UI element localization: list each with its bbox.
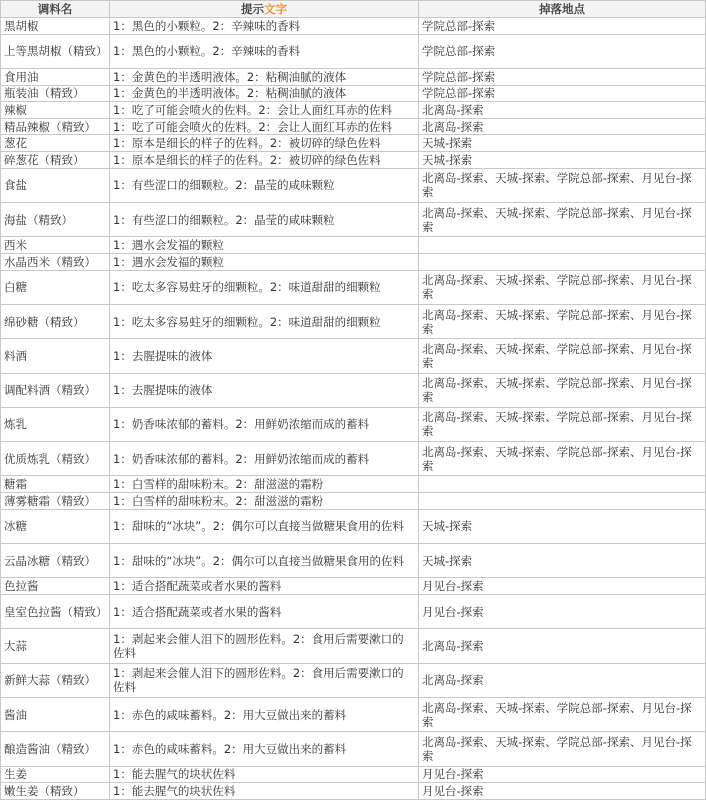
table-row [1,442,706,476]
seasoning-name-cell: 辣椒 [1,102,110,119]
seasoning-name-cell: 海盐（精致） [1,203,110,237]
table-row [1,118,706,135]
drop-location-cell: 学院总部-探索 [419,85,706,102]
seasoning-name-cell: 碎葱花（精致） [1,152,110,169]
drop-location-cell: 学院总部-探索 [419,68,706,85]
hint-cell: 1：有些涩口的细颗粒。2：晶莹的咸味颗粒 [110,168,419,202]
hint-cell: 1：奶香味浓郁的蓄料。2：用鲜奶浓缩而成的蓄料 [110,407,419,441]
hint-cell: 1：金黄色的半透明液体。2：粘稠油腻的液体 [110,85,419,102]
hint-cell: 1：吃太多容易蛀牙的细颗粒。2：味道甜甜的细颗粒 [110,304,419,338]
hint-cell: 1：奶香味浓郁的蓄料。2：用鲜奶浓缩而成的蓄料 [110,442,419,476]
table-row [1,476,706,493]
hint-cell: 1：原本是细长的样子的佐料。2：被切碎的绿色佐料 [110,135,419,152]
header-hint-prefix: 提示 [241,2,264,16]
hint-cell: 1：能去腥气的块状佐料 [110,766,419,783]
drop-location-cell: 学院总部-探索 [419,18,706,35]
table-row [1,68,706,85]
hint-cell: 1：金黄色的半透明液体。2：粘稠油腻的液体 [110,68,419,85]
seasoning-name-cell: 黑胡椒 [1,18,110,35]
hint-cell: 1：黑色的小颗粒。2：辛辣味的香料 [110,34,419,68]
seasoning-name-cell: 炼乳 [1,407,110,441]
seasoning-name-cell: 皇室色拉酱（精致） [1,594,110,628]
header-drop-location: 掉落地点 [419,1,706,18]
table-row [1,34,706,68]
drop-location-cell: 北离岛-探索、天城-探索、学院总部-探索、月见台-探索 [419,339,706,373]
table-header-row [1,1,706,18]
table-row [1,304,706,338]
drop-location-cell: 北离岛-探索、天城-探索、学院总部-探索、月见台-探索 [419,697,706,731]
drop-location-cell: 北离岛-探索、天城-探索、学院总部-探索、月见台-探索 [419,442,706,476]
drop-location-cell: 北离岛-探索 [419,118,706,135]
table-row [1,270,706,304]
hint-cell: 1：白雪样的甜味粉末。2：甜滋滋的霜粉 [110,476,419,493]
table-row [1,578,706,595]
header-hint-accent: 文字 [264,2,287,16]
drop-location-cell: 天城-探索 [419,152,706,169]
hint-cell: 1：去腥提味的液体 [110,373,419,407]
seasoning-name-cell: 食用油 [1,68,110,85]
seasoning-name-cell: 优质炼乳（精致） [1,442,110,476]
seasoning-name-cell: 生姜 [1,766,110,783]
hint-cell: 1：去腥提味的液体 [110,339,419,373]
seasoning-name-cell: 调配料酒（精致） [1,373,110,407]
drop-location-cell: 北离岛-探索、天城-探索、学院总部-探索、月见台-探索 [419,373,706,407]
seasoning-name-cell: 新鲜大蒜（精致） [1,663,110,697]
drop-location-cell: 北离岛-探索、天城-探索、学院总部-探索、月见台-探索 [419,203,706,237]
hint-cell: 1：赤色的咸味蓄料。2：用大豆做出来的蓄料 [110,697,419,731]
drop-location-cell: 学院总部-探索 [419,34,706,68]
drop-location-cell: 北离岛-探索、天城-探索、学院总部-探索、月见台-探索 [419,270,706,304]
drop-location-cell: 天城-探索 [419,509,706,543]
table-row [1,18,706,35]
drop-location-cell: 月见台-探索 [419,783,706,800]
drop-location-cell: 月见台-探索 [419,578,706,595]
table-row [1,373,706,407]
drop-location-cell [419,493,706,510]
seasoning-name-cell: 瓶装油（精致） [1,85,110,102]
seasoning-name-cell: 水晶西米（精致） [1,253,110,270]
drop-location-cell: 北离岛-探索、天城-探索、学院总部-探索、月见台-探索 [419,304,706,338]
hint-cell: 1：甜味的“冰块”。2：偶尔可以直接当做糖果食用的佐料 [110,544,419,578]
seasoning-name-cell: 嫩生姜（精致） [1,783,110,800]
header-seasoning-name: 调料名 [1,1,110,18]
seasoning-name-cell: 冰糖 [1,509,110,543]
hint-cell: 1：能去腥气的块状佐料 [110,783,419,800]
drop-location-cell: 北离岛-探索 [419,102,706,119]
hint-cell: 1：遇水会发福的颗粒 [110,253,419,270]
table-row [1,509,706,543]
seasoning-name-cell: 云晶冰糖（精致） [1,544,110,578]
seasoning-name-cell: 薄雾糖霜（精致） [1,493,110,510]
drop-location-cell: 北离岛-探索、天城-探索、学院总部-探索、月见台-探索 [419,732,706,766]
seasoning-name-cell: 精品辣椒（精致） [1,118,110,135]
table-row [1,135,706,152]
seasoning-name-cell: 大蒜 [1,629,110,663]
hint-cell: 1：吃了可能会喷火的佐料。2：会让人面红耳赤的佐料 [110,118,419,135]
hint-cell: 1：吃太多容易蛀牙的细颗粒。2：味道甜甜的细颗粒 [110,270,419,304]
seasoning-name-cell: 糖霜 [1,476,110,493]
table-row [1,766,706,783]
seasoning-name-cell: 食盐 [1,168,110,202]
table-row [1,203,706,237]
drop-location-cell [419,253,706,270]
table-row [1,544,706,578]
table-row [1,594,706,628]
hint-cell: 1：剥起来会催人泪下的圆形佐料。2：食用后需要漱口的佐料 [110,629,419,663]
seasoning-name-cell: 白糖 [1,270,110,304]
table-row [1,85,706,102]
header-hint-text [110,1,419,18]
table-row [1,493,706,510]
table-row [1,663,706,697]
table-row [1,339,706,373]
drop-location-cell: 天城-探索 [419,544,706,578]
hint-cell: 1：黑色的小颗粒。2：辛辣味的香料 [110,18,419,35]
table-row [1,783,706,800]
drop-location-cell [419,237,706,254]
hint-cell: 1：甜味的“冰块”。2：偶尔可以直接当做糖果食用的佐料 [110,509,419,543]
drop-location-cell: 北离岛-探索、天城-探索、学院总部-探索、月见台-探索 [419,407,706,441]
hint-cell: 1：白雪样的甜味粉末。2：甜滋滋的霜粉 [110,493,419,510]
table-row [1,168,706,202]
table-row [1,407,706,441]
hint-cell: 1：适合搭配蔬菜或者水果的酱料 [110,578,419,595]
hint-cell: 1：剥起来会催人泪下的圆形佐料。2：食用后需要漱口的佐料 [110,663,419,697]
seasoning-name-cell: 绵砂糖（精致） [1,304,110,338]
drop-location-cell: 天城-探索 [419,135,706,152]
seasoning-name-cell: 色拉酱 [1,578,110,595]
seasoning-name-cell: 料酒 [1,339,110,373]
table-row [1,253,706,270]
drop-location-cell: 月见台-探索 [419,766,706,783]
hint-cell: 1：原本是细长的样子的佐料。2：被切碎的绿色佐料 [110,152,419,169]
table-row [1,697,706,731]
hint-cell: 1：吃了可能会喷火的佐料。2：会让人面红耳赤的佐料 [110,102,419,119]
drop-location-cell: 北离岛-探索、天城-探索、学院总部-探索、月见台-探索 [419,168,706,202]
seasoning-name-cell: 葱花 [1,135,110,152]
table-row [1,102,706,119]
seasoning-name-cell: 酿造酱油（精致） [1,732,110,766]
hint-cell: 1：适合搭配蔬菜或者水果的酱料 [110,594,419,628]
table-row [1,629,706,663]
table-body [1,18,706,800]
hint-cell: 1：有些涩口的细颗粒。2：晶莹的咸味颗粒 [110,203,419,237]
seasoning-name-cell: 西米 [1,237,110,254]
table-row [1,237,706,254]
drop-location-cell: 月见台-探索 [419,594,706,628]
seasoning-name-cell: 酱油 [1,697,110,731]
table-row [1,152,706,169]
drop-location-cell [419,476,706,493]
drop-location-cell: 北离岛-探索 [419,663,706,697]
hint-cell: 1：赤色的咸味蓄料。2：用大豆做出来的蓄料 [110,732,419,766]
drop-location-cell: 北离岛-探索 [419,629,706,663]
table-row [1,732,706,766]
seasoning-name-cell: 上等黑胡椒（精致） [1,34,110,68]
hint-cell: 1：遇水会发福的颗粒 [110,237,419,254]
